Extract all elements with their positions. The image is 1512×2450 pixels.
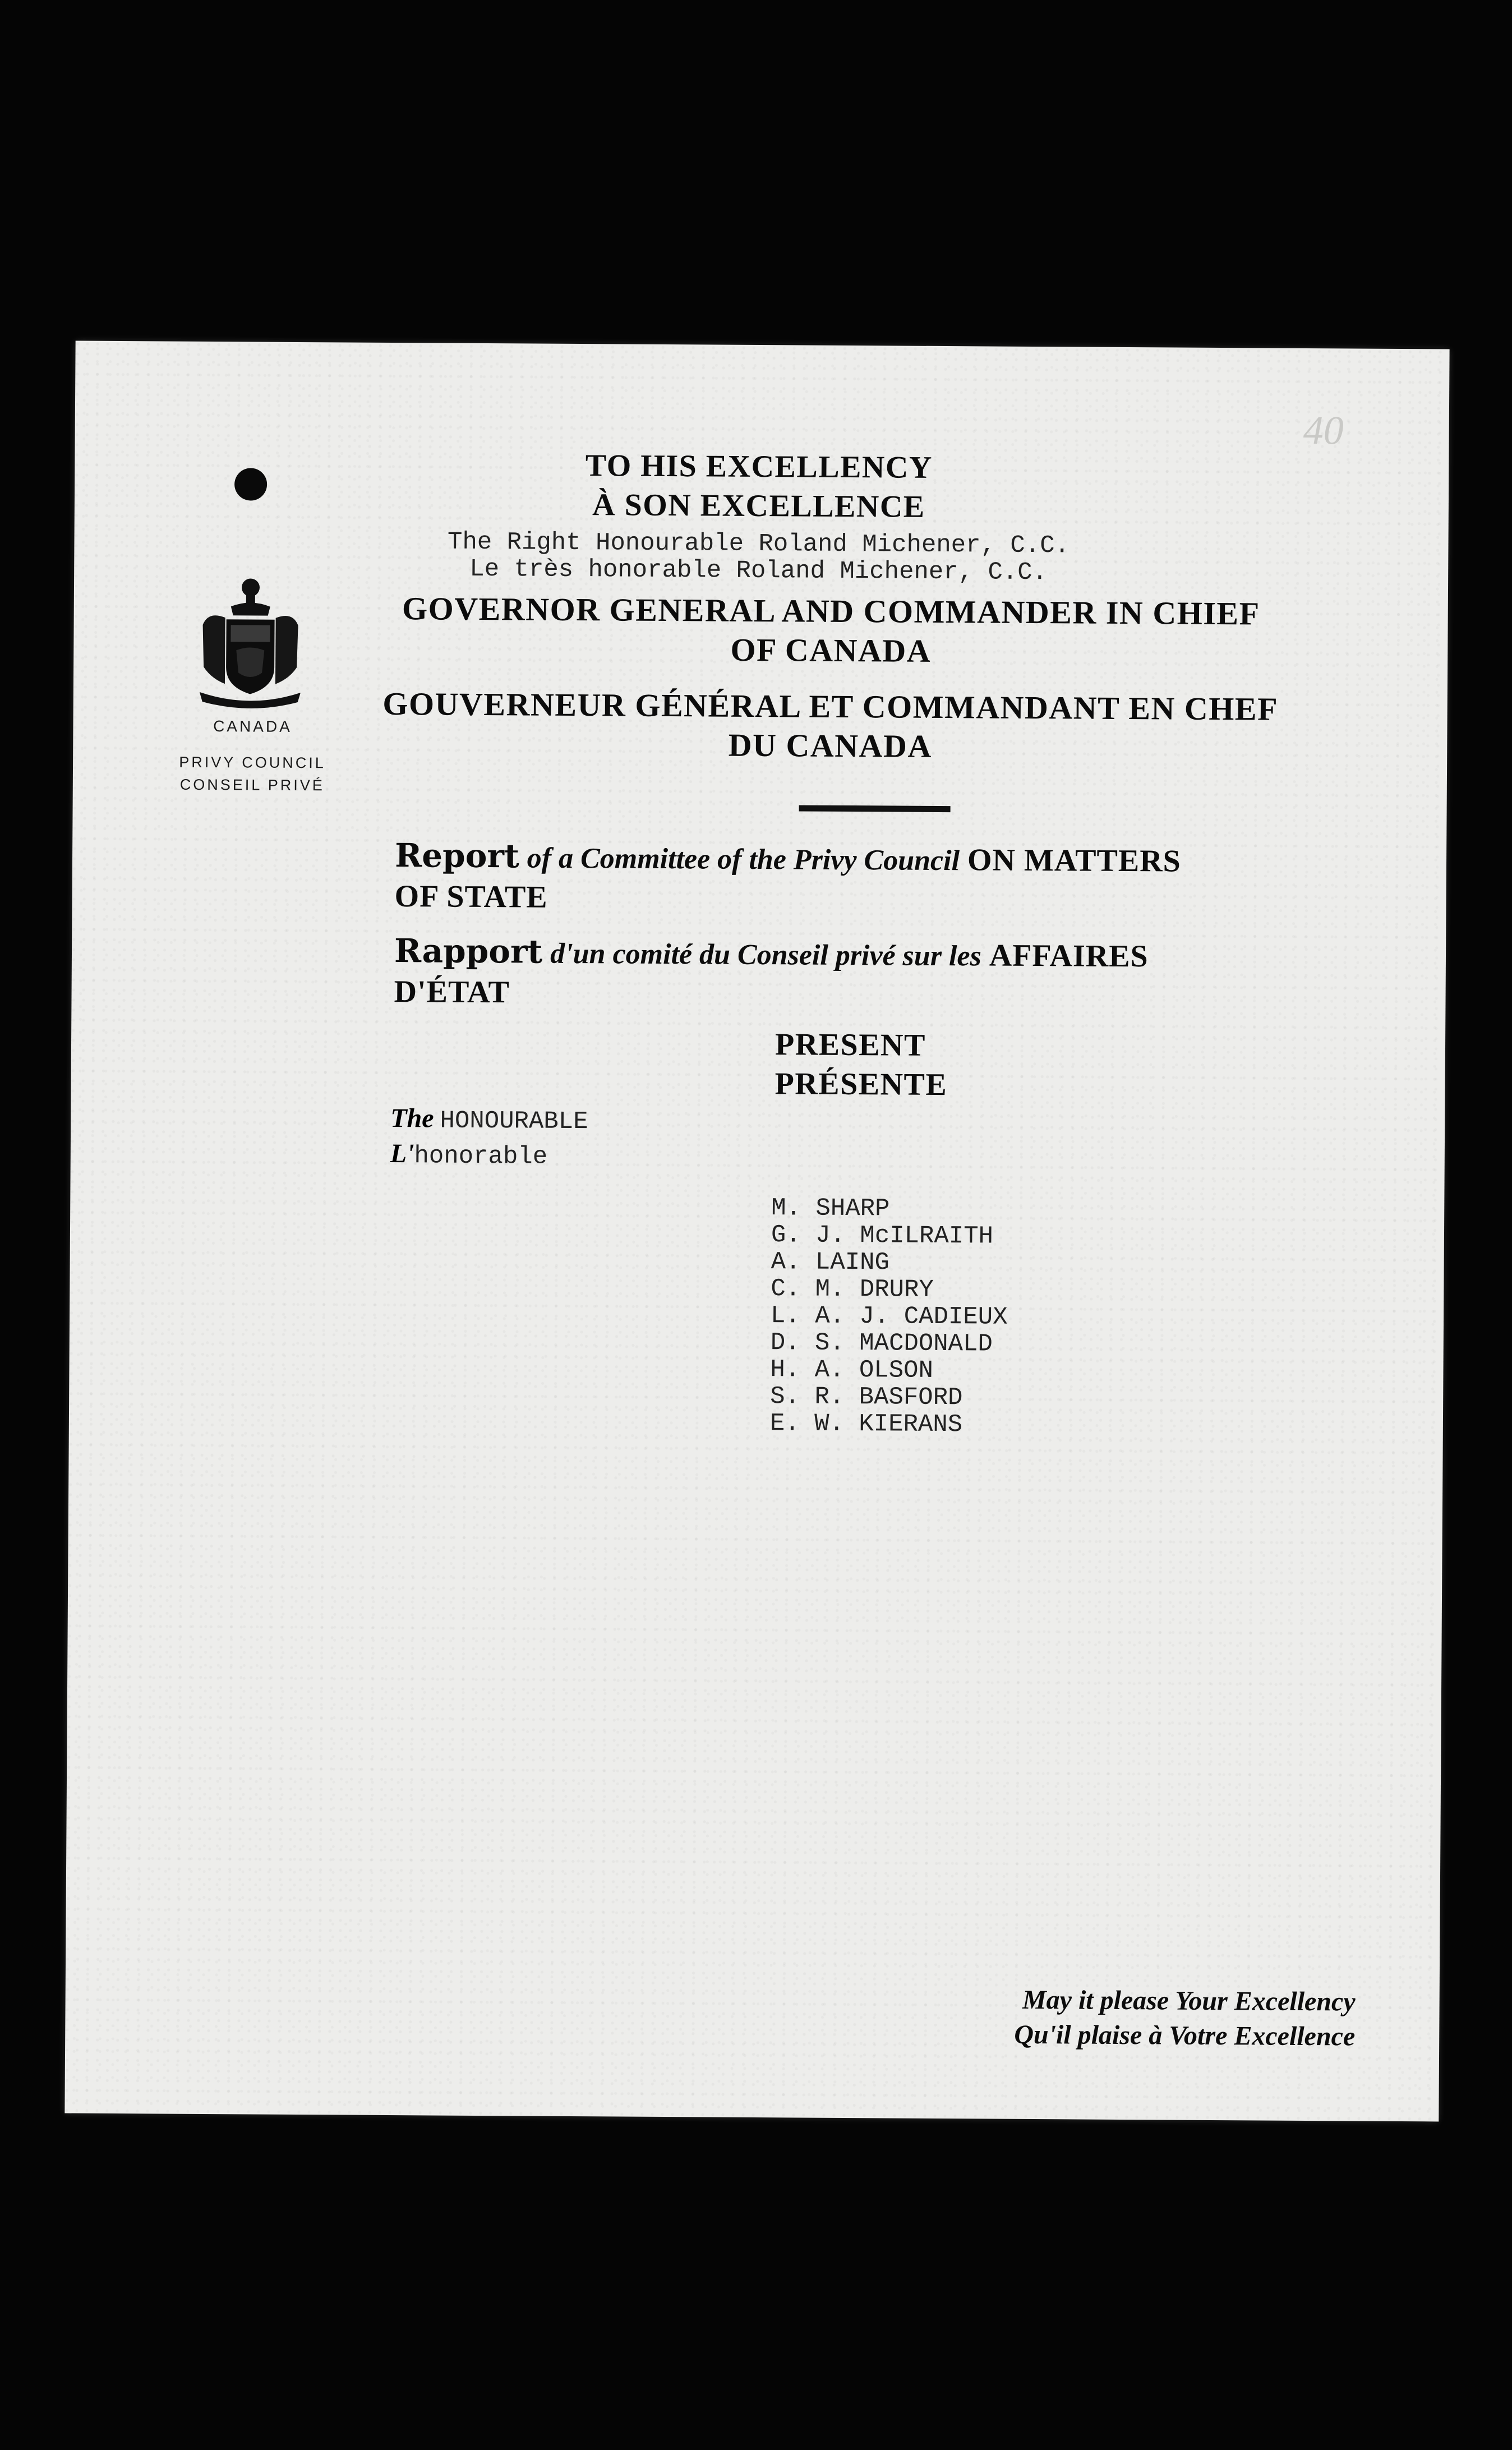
- honourable-en: [390, 1103, 588, 1136]
- letterhead-country: CANADA: [213, 717, 292, 735]
- report-word: Report: [394, 836, 519, 876]
- list-item: L. A. J. CADIEUX: [770, 1302, 1008, 1332]
- present-en: PRESENT: [775, 1027, 926, 1063]
- title-en-line-1: GOVERNOR GENERAL AND COMMANDER IN CHIEF: [402, 590, 1260, 632]
- report-heading-fr: [394, 932, 1348, 975]
- title-fr-line-1: GOUVERNEUR GÉNÉRAL ET COMMANDANT EN CHEF: [382, 685, 1279, 727]
- honourable-fr: [390, 1138, 548, 1171]
- report-heading-fr-line-2: [394, 974, 1347, 1015]
- letterhead-council-fr: CONSEIL PRIVÉ: [179, 776, 325, 794]
- document-page: [64, 341, 1449, 2122]
- honourable-en-prefix: The: [390, 1103, 434, 1134]
- closing-en: May it please Your Excellency: [1022, 1984, 1356, 2017]
- page-number: 40: [1303, 407, 1344, 453]
- rapport-caps-2: D'ÉTAT: [394, 974, 510, 1010]
- honourable-fr-word: honorable: [414, 1142, 548, 1171]
- title-fr-line-2: DU CANADA: [728, 726, 933, 765]
- report-phrase: of a Committee of the Privy Council: [527, 842, 960, 877]
- addressee-name-en: The Right Honourable Roland Michener, C.C.: [447, 528, 1070, 560]
- coat-of-arms-icon: [191, 572, 310, 712]
- list-item: H. A. OLSON: [770, 1356, 934, 1385]
- list-item: G. J. McILRAITH: [771, 1221, 994, 1251]
- list-item: S. R. BASFORD: [770, 1383, 963, 1412]
- list-item: E. W. KIERANS: [769, 1410, 963, 1439]
- punch-hole: [234, 468, 267, 500]
- closing-fr: Qu'il plaise à Votre Excellence: [1014, 2019, 1356, 2052]
- addressee-name-fr: Le très honorable Roland Michener, C.C.: [469, 555, 1048, 587]
- report-caps-2: OF STATE: [394, 879, 548, 915]
- rapport-phrase: d'un comité du Conseil privé sur les: [550, 937, 981, 973]
- list-item: D. S. MACDONALD: [770, 1329, 993, 1358]
- report-caps-1: ON MATTERS: [967, 842, 1181, 879]
- divider-rule: [799, 805, 951, 812]
- ministers-list: [770, 1195, 1008, 1439]
- addressee-en: TO HIS EXCELLENCY: [585, 448, 933, 485]
- list-item: C. M. DRURY: [771, 1275, 934, 1304]
- list-item: M. SHARP: [771, 1194, 890, 1223]
- honourable-fr-prefix: L': [390, 1139, 414, 1169]
- letterhead-council-en: PRIVY COUNCIL: [179, 753, 326, 772]
- report-heading-en: [395, 836, 1348, 880]
- addressee-fr: À SON EXCELLENCE: [592, 487, 925, 524]
- rapport-caps-1: AFFAIRES: [989, 938, 1149, 974]
- title-en-line-2: OF CANADA: [730, 631, 932, 669]
- present-fr: PRÉSENTE: [775, 1066, 948, 1103]
- honourable-en-word: HONOURABLE: [440, 1107, 588, 1136]
- report-heading-en-line-2: [394, 878, 1348, 920]
- rapport-word: Rapport: [394, 932, 543, 971]
- list-item: A. LAING: [771, 1248, 890, 1277]
